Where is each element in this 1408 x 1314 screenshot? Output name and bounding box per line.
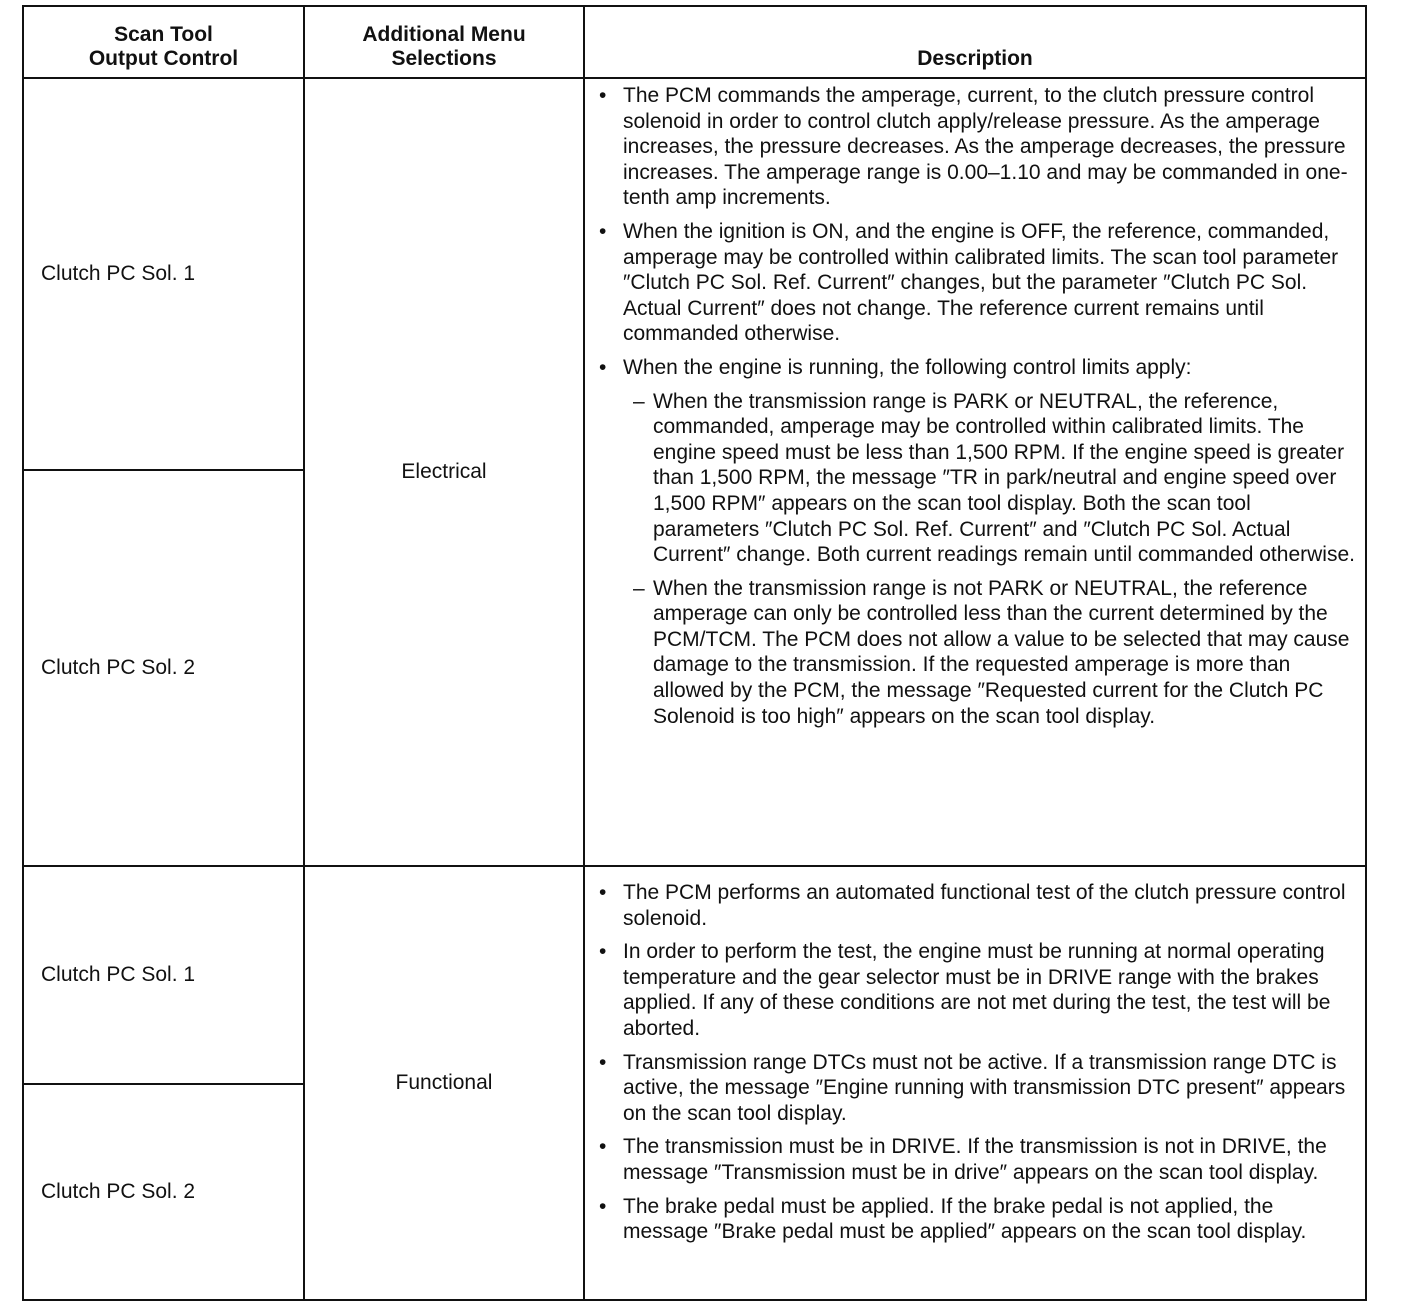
scan-tool-output-control-table	[22, 5, 1367, 1301]
sub-list	[623, 389, 1357, 730]
list-item: • The PCM performs an automated functional test of the clutch pressure control solenoid.	[623, 880, 1357, 931]
description-cell	[584, 78, 1366, 866]
description-list	[585, 79, 1365, 734]
menu-selection-cell: Electrical	[304, 78, 584, 866]
list-item: • When the ignition is ON, and the engine is OFF, the reference, commanded, amperage may be controlled within calibrated limits. The scan tool parameter ″Clutch PC Sol. Ref. Current″ changes, but the parameter ″Clutch PC Sol. Actual Current″ does not change. The reference current remains until commanded otherwise.	[623, 219, 1357, 347]
list-item: • Transmission range DTCs must not be active. If a transmission range DTC is active, the message ″Engine running with transmission DTC present″ appears on the scan tool display.	[623, 1050, 1357, 1127]
menu-selection-cell: Functional	[304, 866, 584, 1300]
list-item: • The transmission must be in DRIVE. If the transmission is not in DRIVE, the message ″Transmission must be in drive″ appears on the scan tool display.	[623, 1134, 1357, 1185]
description-cell	[584, 866, 1366, 1300]
sub-list-item: – When the transmission range is PARK or NEUTRAL, the reference, commanded, amperage may be controlled within calibrated limits. The engine speed must be less than 1,500 RPM. If the engine speed is greater than 1,500 RPM, the message ″TR in park/neutral and engine speed over 1,500 RPM″ appears on the scan tool display. Both the scan tool parameters ″Clutch PC Sol. Ref. Current″ and ″Clutch PC Sol. Actual Current″ change. Both current readings remain until commanded otherwise.	[653, 389, 1357, 568]
header-row	[23, 6, 1366, 78]
header-additional-menu-selections: Additional Menu Selections	[304, 6, 584, 78]
list-item: • The PCM commands the amperage, current, to the clutch pressure control solenoid in order to control clutch apply/release pressure. As the amperage increases, the pressure decreases. As the amperage decreases, the pressure increases. The amperage range is 0.00–1.10 and may be commanded in one-tenth amp increments.	[623, 83, 1357, 211]
description-list	[585, 867, 1365, 1250]
table-row	[23, 78, 1366, 470]
sub-list-item: – When the transmission range is not PARK or NEUTRAL, the reference amperage can only be controlled less than the current determined by the PCM/TCM. The PCM does not allow a value to be selected that may cause damage to the transmission. If the requested amperage is more than allowed by the PCM, the message ″Requested current for the Clutch PC Solenoid is too high″ appears on the scan tool display.	[653, 576, 1357, 730]
list-item: • The brake pedal must be applied. If the brake pedal is not applied, the message ″Brake pedal must be applied″ appears on the scan tool display.	[623, 1194, 1357, 1245]
list-item-text: When the engine is running, the following control limits apply:	[623, 355, 1192, 379]
list-item: • In order to perform the test, the engine must be running at normal operating temperature and the gear selector must be in DRIVE range with the brakes applied. If any of these conditions are not met during the test, the test will be aborted.	[623, 939, 1357, 1041]
output-control-cell: Clutch PC Sol. 2	[23, 470, 304, 866]
header-description: Description	[584, 6, 1366, 78]
output-control-cell: Clutch PC Sol. 2	[23, 1084, 304, 1300]
list-item	[623, 355, 1357, 729]
output-control-cell: Clutch PC Sol. 1	[23, 78, 304, 470]
table-row	[23, 866, 1366, 1084]
header-scan-tool-output-control: Scan Tool Output Control	[23, 6, 304, 78]
output-control-cell: Clutch PC Sol. 1	[23, 866, 304, 1084]
